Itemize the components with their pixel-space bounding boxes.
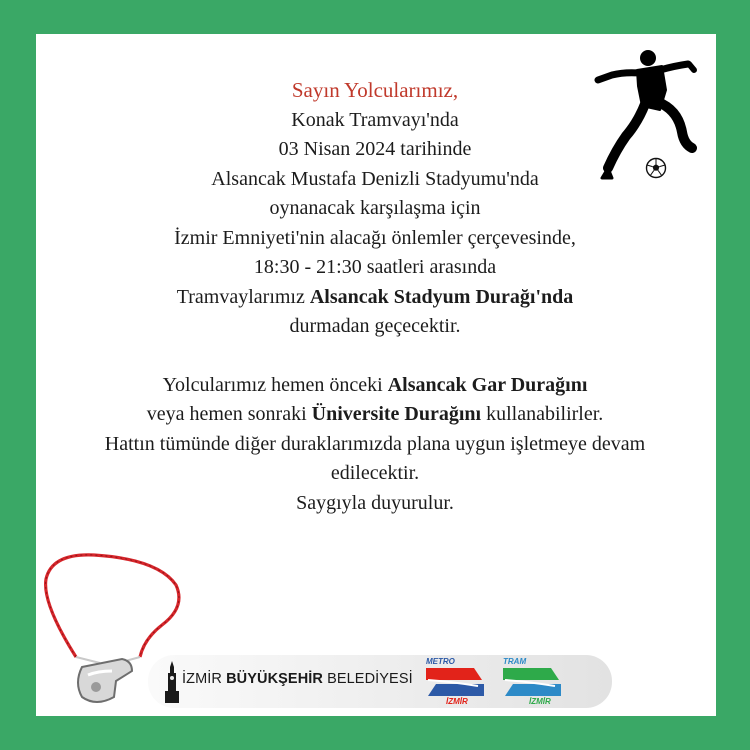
notice-line: Konak Tramvayı'nda bbox=[291, 108, 459, 131]
text-span: Tramvaylarımız bbox=[176, 285, 310, 308]
text-span: veya hemen sonraki bbox=[146, 403, 312, 425]
stop-name-bold: Alsancak Stadyum Durağı'nda bbox=[309, 285, 574, 308]
tram-city-label: İZMİR bbox=[529, 697, 551, 706]
metro-city-label: İZMİR bbox=[446, 697, 468, 706]
notice-line: durmadan geçecektir. bbox=[289, 315, 461, 337]
notice-line: İzmir Emniyeti'nin alacağı önlemler çerçevesinde, bbox=[174, 226, 576, 249]
notice-line bbox=[0, 400, 750, 430]
tram-izmir-logo bbox=[501, 658, 563, 706]
tram-label: TRAM bbox=[503, 657, 527, 666]
brand-text-bold: BÜYÜKŞEHİR bbox=[226, 671, 323, 687]
brand-text: BELEDİYESİ bbox=[322, 671, 413, 687]
clock-tower-icon bbox=[162, 661, 182, 703]
notice-line bbox=[0, 283, 750, 313]
notice-line bbox=[0, 371, 750, 401]
notice-line: Alsancak Mustafa Denizli Stadyumu'nda bbox=[211, 167, 539, 190]
brand-text: İZMİR bbox=[182, 671, 227, 687]
metro-label: METRO bbox=[426, 657, 455, 666]
metro-izmir-logo bbox=[424, 658, 486, 706]
izmir-municipality-logo bbox=[182, 671, 413, 687]
greeting: Sayın Yolcularımız, bbox=[291, 78, 459, 102]
notice-line: 03 Nisan 2024 tarihinde bbox=[278, 138, 472, 160]
text-span: kullanabilirler. bbox=[481, 403, 604, 425]
notice-line: 18:30 - 21:30 saatleri arasında bbox=[253, 256, 497, 278]
soccer-ball-icon bbox=[645, 157, 667, 179]
notice-line: Hattın tümünde diğer duraklarımızda plana uygun işletmeye devam bbox=[104, 432, 646, 455]
notice-line: oynanacak karşılaşma için bbox=[269, 197, 481, 219]
stop-name-bold: Üniversite Durağını bbox=[311, 403, 482, 425]
notice-line: edilecektir. bbox=[330, 462, 420, 484]
text-span: Yolcularımız hemen önceki bbox=[162, 373, 388, 396]
footer-logos bbox=[148, 655, 612, 708]
stop-name-bold: Alsancak Gar Durağını bbox=[387, 373, 588, 396]
notice-line: Saygıyla duyurulur. bbox=[296, 491, 454, 514]
